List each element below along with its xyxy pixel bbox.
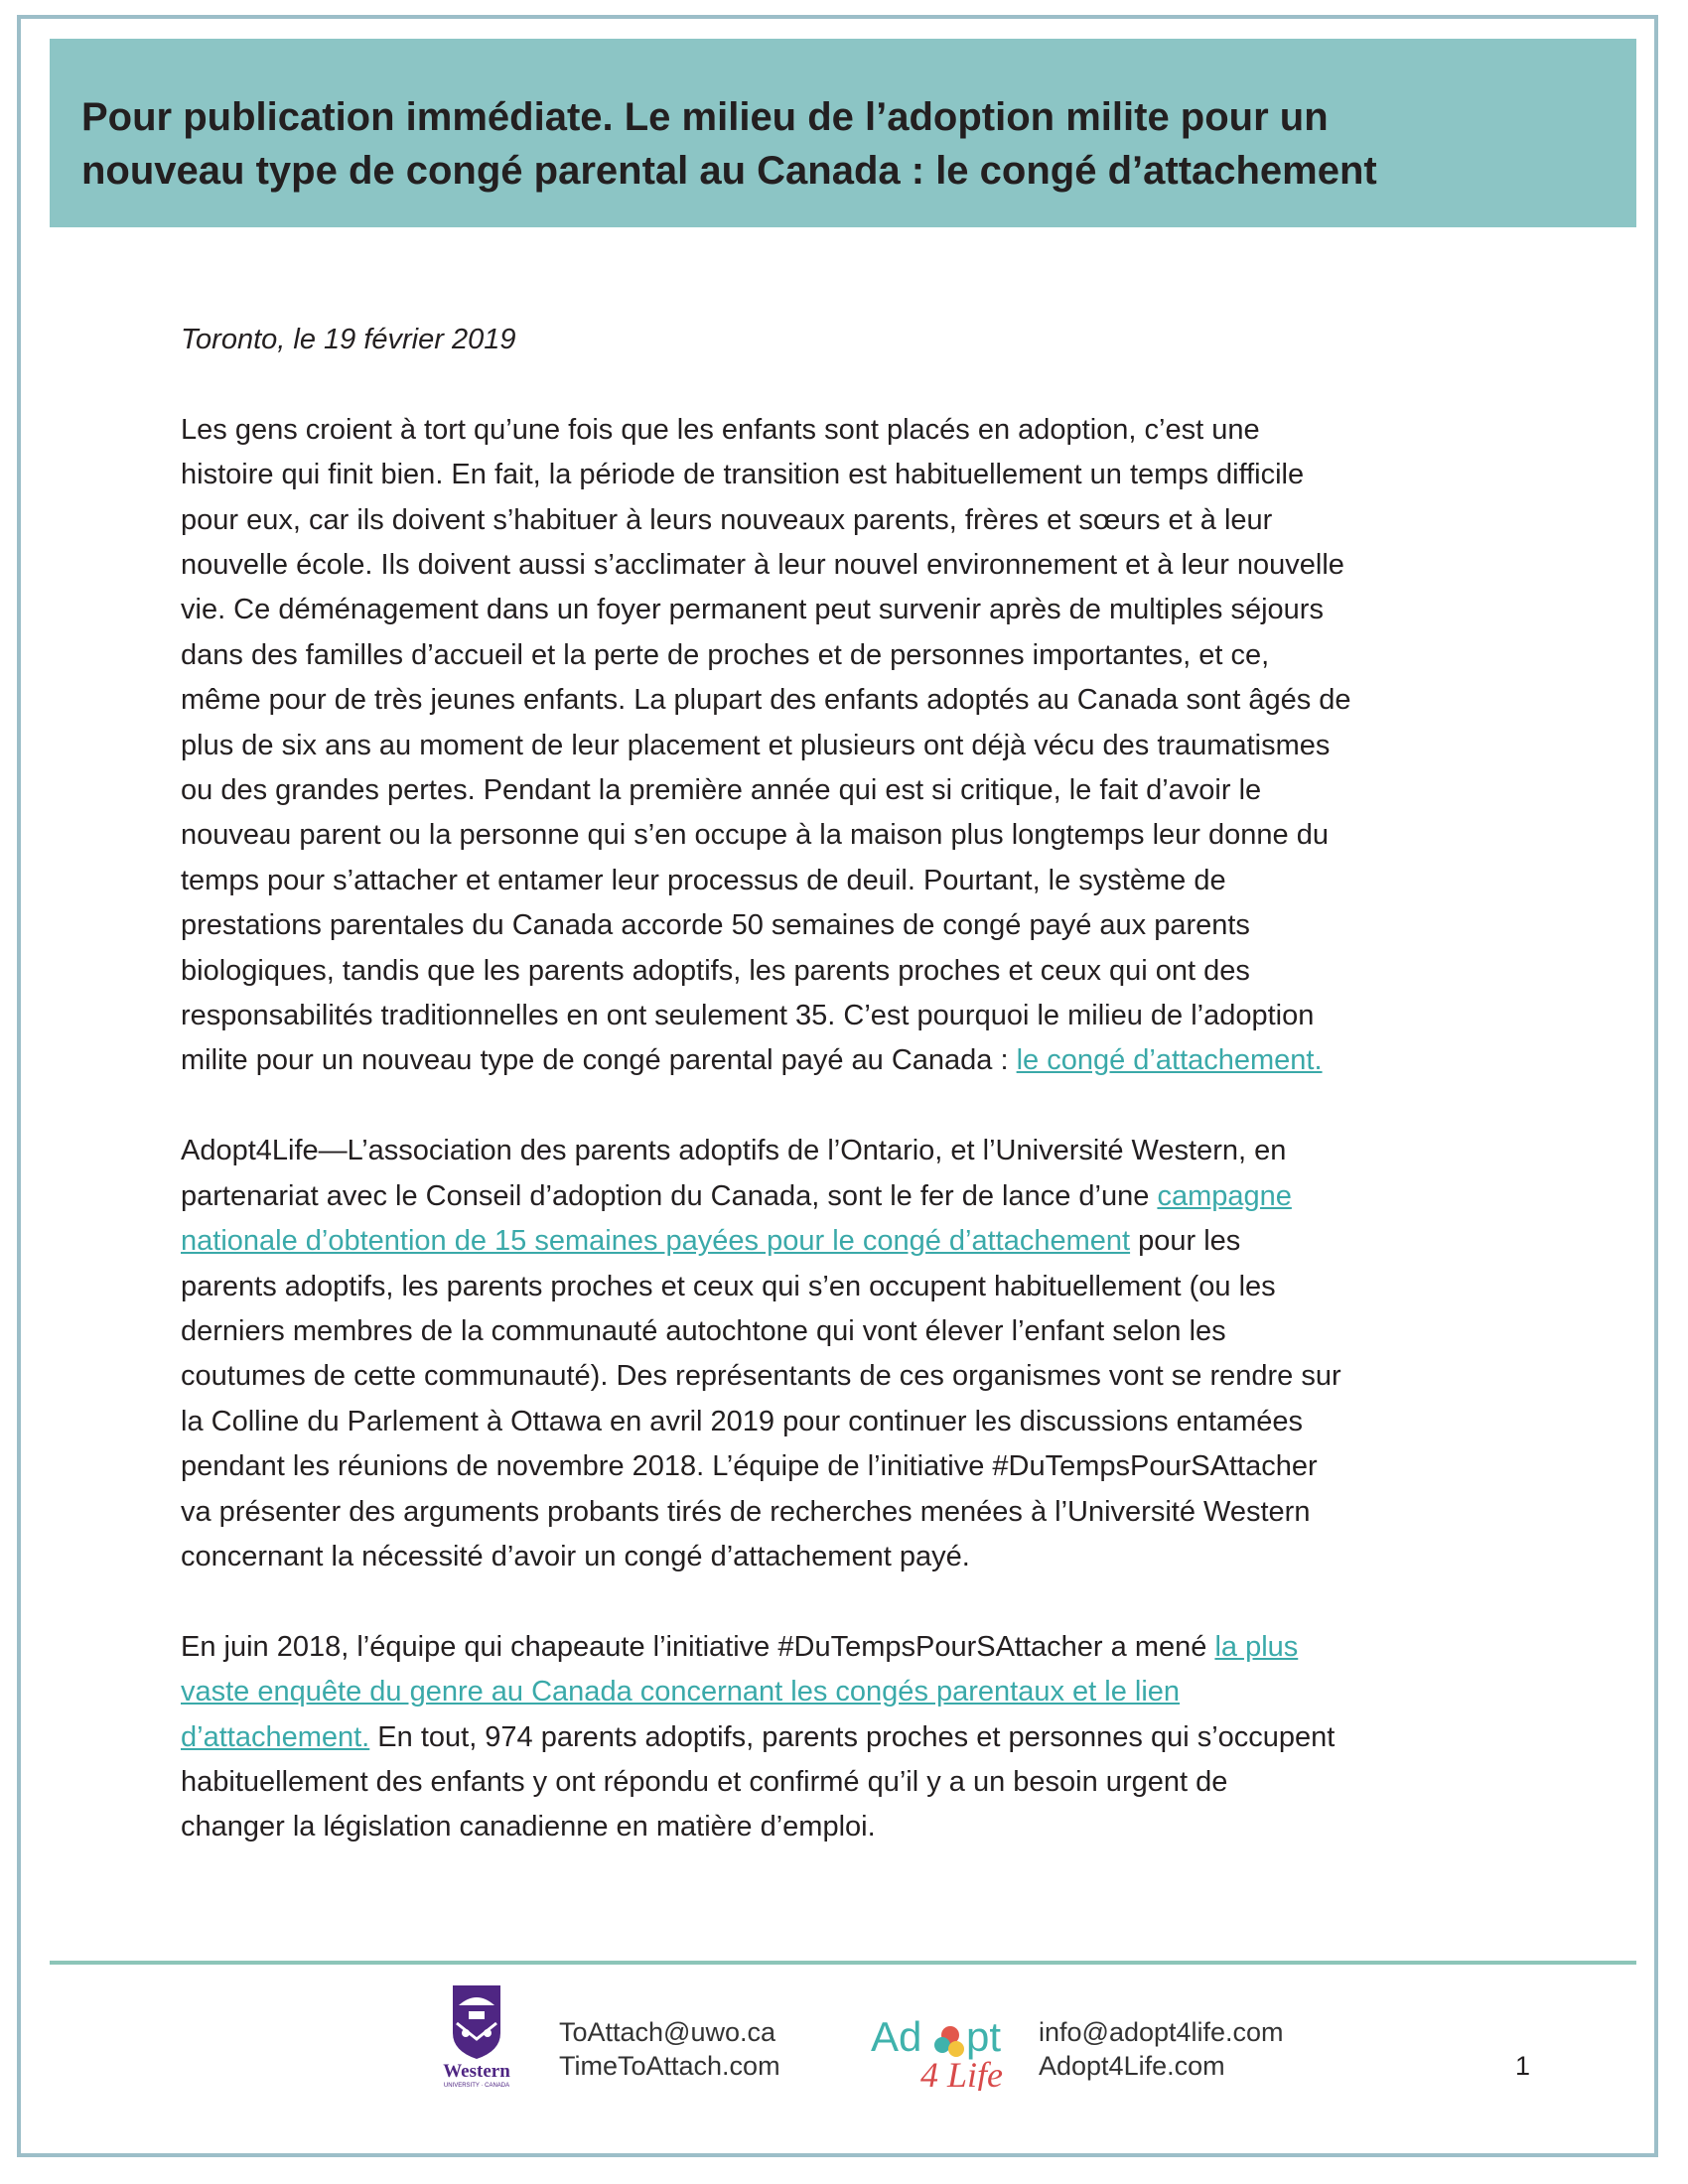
text-line [181, 633, 1551, 678]
svg-text:Western: Western [443, 2061, 510, 2082]
text-line [181, 408, 1551, 453]
text-segment: coutumes de cette communauté). Des représentants de ces organismes vont se rendre sur [181, 1360, 1341, 1393]
western-logo [433, 1983, 528, 2089]
text-segment: histoire qui finit bien. En fait, la période de transition est habituellement un temps difficile [181, 459, 1305, 491]
adopt4life-site-link[interactable]: Adopt4Life.com [1039, 2051, 1225, 2081]
text-line [181, 1219, 1551, 1264]
text-segment: nouveau parent ou la personne qui s’en occupe à la maison plus longtemps leur donne du [181, 819, 1329, 852]
text-line [181, 1354, 1551, 1399]
text-line [181, 453, 1551, 497]
text-line [181, 1444, 1551, 1489]
text-segment: va présenter des arguments probants tirés de recherches menées à l’Université Western [181, 1495, 1311, 1528]
title-line: nouveau type de congé parental au Canada : le congé d’attachement [81, 149, 1377, 193]
text-segment: vie. Ce déménagement dans un foyer permanent peut survenir après de multiples séjours [181, 594, 1324, 626]
text-line [181, 1038, 1551, 1083]
text-line [181, 678, 1551, 723]
svg-text:4 Life: 4 Life [920, 2055, 1004, 2091]
page-number: 1 [1515, 2051, 1531, 2081]
text-line [181, 1400, 1551, 1444]
western-site-link[interactable]: TimeToAttach.com [559, 2051, 780, 2081]
text-segment: nouvelle école. Ils doivent aussi s’acclimater à leur nouvel environnement et à leur nouvelle [181, 549, 1344, 582]
text-line [181, 1490, 1551, 1535]
text-line [181, 859, 1551, 903]
text-segment: Adopt4Life—L’association des parents adoptifs de l’Ontario, et l’Université Western, en [181, 1135, 1287, 1167]
text-line [181, 1625, 1551, 1670]
text-segment: responsabilités traditionnelles en ont seulement 35. C’est pourquoi le milieu de l’adoption [181, 1000, 1315, 1032]
paragraph [181, 408, 1551, 1084]
text-segment: partenariat avec le Conseil d’adoption du Canada, sont le fer de lance d’une [181, 1179, 1158, 1212]
text-line [181, 768, 1551, 813]
text-segment: dans des familles d’accueil et la perte de proches et de personnes importantes, et ce, [181, 638, 1270, 671]
text-line [181, 588, 1551, 632]
text-line [181, 1129, 1551, 1173]
western-email-link[interactable]: ToAttach@uwo.ca [559, 2017, 776, 2047]
text-line [181, 1670, 1551, 1714]
adopt4life-logo [871, 2009, 1025, 2091]
text-line [181, 498, 1551, 543]
text-segment: Les gens croient à tort qu’une fois que les enfants sont placés en adoption, c’est une [181, 413, 1260, 446]
text-segment: pour eux, car ils doivent s’habituer à leurs nouveaux parents, frères et sœurs et à leur [181, 503, 1273, 536]
inline-link[interactable]: le congé d’attachement. [1016, 1044, 1323, 1077]
text-line [181, 813, 1551, 858]
svg-text:Ad: Ad [871, 2013, 922, 2060]
text-line [181, 949, 1551, 994]
text-line [181, 994, 1551, 1038]
title-banner [50, 39, 1636, 227]
text-segment: En tout, 974 parents adoptifs, parents proches et personnes qui s’occupent [369, 1720, 1336, 1753]
adopt4life-contact [1039, 2015, 1284, 2083]
paragraph [181, 1129, 1551, 1579]
svg-text:UNIVERSITY · CANADA: UNIVERSITY · CANADA [443, 2083, 510, 2089]
text-segment: habituellement des enfants y ont répondu et confirmé qu’il y a un besoin urgent de [181, 1765, 1228, 1798]
text-segment: plus de six ans au moment de leur placement et plusieurs ont déjà vécu des traumatismes [181, 729, 1331, 761]
text-line [181, 903, 1551, 948]
text-segment: changer la législation canadienne en matière d’emploi. [181, 1811, 876, 1843]
text-segment: ou des grandes pertes. Pendant la première année qui est si critique, le fait d’avoir le [181, 774, 1262, 807]
text-segment: En juin 2018, l’équipe qui chapeaute l’initiative #DuTempsPourSAttacher a mené [181, 1630, 1215, 1663]
inline-link[interactable]: nationale d’obtention de 15 semaines payées pour le congé d’attachement [181, 1225, 1131, 1258]
text-segment: parents adoptifs, les parents proches et ceux qui s’en occupent habituellement (ou les [181, 1270, 1276, 1302]
footer-divider [50, 1961, 1636, 1965]
text-segment: milite pour un nouveau type de congé parental payé au Canada : [181, 1044, 1017, 1077]
text-line [181, 724, 1551, 768]
title-line: Pour publication immédiate. Le milieu de l’adoption milite pour un [81, 95, 1329, 139]
page-title [81, 90, 1605, 198]
text-line [181, 1535, 1551, 1579]
adopt4life-email-link[interactable]: info@adopt4life.com [1039, 2017, 1284, 2047]
inline-link[interactable]: vaste enquête du genre au Canada concernant les congés parentaux et le lien [181, 1676, 1181, 1708]
text-segment: concernant la nécessité d’avoir un congé d’attachement payé. [181, 1540, 970, 1572]
inline-link[interactable]: d’attachement. [181, 1720, 370, 1753]
document-body [181, 318, 1551, 1895]
text-line [181, 543, 1551, 588]
text-segment: la Colline du Parlement à Ottawa en avril 2019 pour continuer les discussions entamées [181, 1405, 1304, 1437]
text-line [181, 1760, 1551, 1805]
text-segment: derniers membres de la communauté autochtone qui vont élever l’enfant selon les [181, 1314, 1226, 1347]
svg-text:pt: pt [966, 2013, 1002, 2060]
text-line [181, 1715, 1551, 1760]
text-segment: pour les [1130, 1225, 1241, 1258]
inline-link[interactable]: la plus [1214, 1630, 1299, 1663]
western-contact [559, 2015, 780, 2083]
text-line [181, 1265, 1551, 1309]
inline-link[interactable]: campagne [1157, 1179, 1292, 1212]
text-segment: temps pour s’attacher et entamer leur processus de deuil. Pourtant, le système de [181, 864, 1226, 896]
paragraph [181, 1625, 1551, 1850]
text-line [181, 1309, 1551, 1354]
text-segment: biologiques, tandis que les parents adoptifs, les parents proches et ceux qui ont des [181, 954, 1250, 987]
text-line [181, 1805, 1551, 1849]
text-line [181, 1174, 1551, 1219]
text-segment: pendant les réunions de novembre 2018. L’équipe de l’initiative #DuTempsPourSAttacher [181, 1450, 1318, 1483]
dateline: Toronto, le 19 février 2019 [181, 324, 516, 355]
text-segment: même pour de très jeunes enfants. La plupart des enfants adoptés au Canada sont âgés de [181, 684, 1351, 717]
text-segment: prestations parentales du Canada accorde 50 semaines de congé payé aux parents [181, 909, 1250, 942]
